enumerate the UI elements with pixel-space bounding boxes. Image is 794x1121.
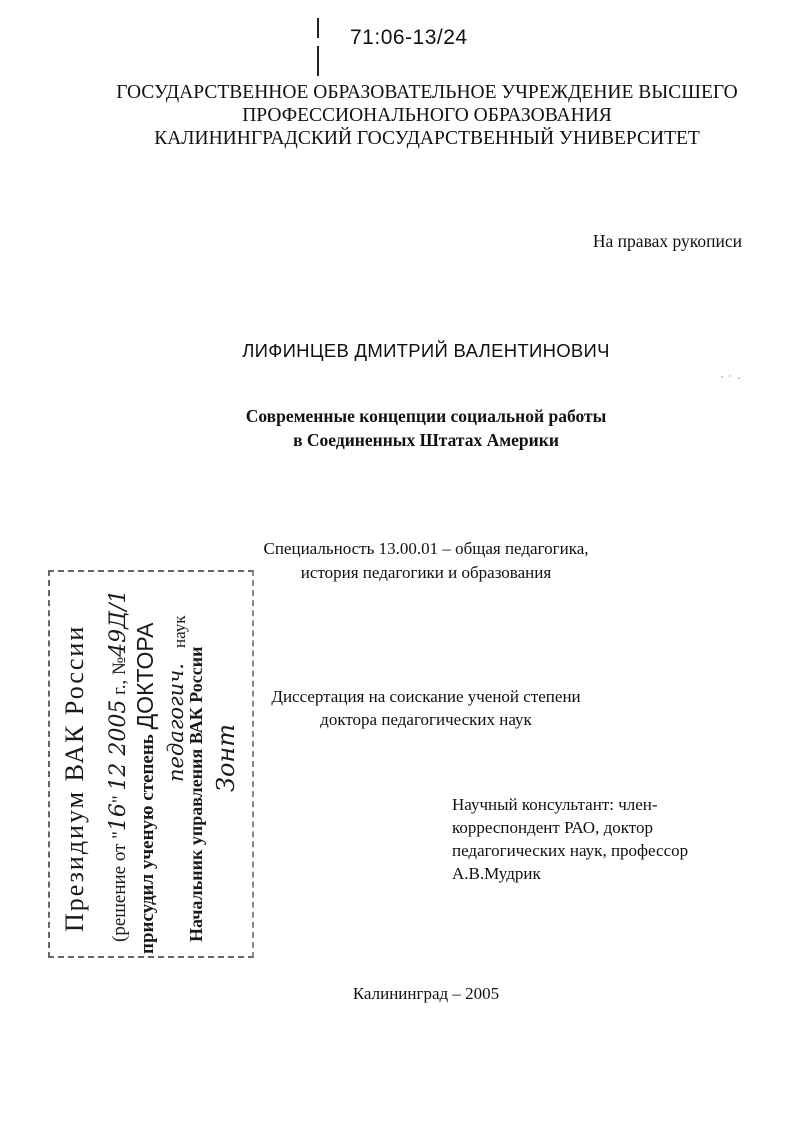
stamp-awarded-prefix: присудил ученую степень xyxy=(137,729,158,954)
stamp-line-field-suffix: наук xyxy=(170,615,189,648)
stamp-line-head: Начальник управления ВАК России xyxy=(186,646,206,942)
stamp-decision-no: г., № xyxy=(109,656,130,700)
stamp-line-decision xyxy=(106,590,131,942)
institution-line-3: КАЛИНИНГРАДСКИЙ ГОСУДАРСТВЕННЫЙ УНИВЕРСИТЕТ xyxy=(154,128,700,149)
advisor-line-3: педагогических наук, профессор xyxy=(452,841,689,860)
title-line-1: Современные концепции социальной работы xyxy=(245,406,607,426)
stamp-number-handwritten: 49Д/1 xyxy=(106,589,131,657)
degree-line-1: Диссертация на соискание ученой степени xyxy=(271,687,581,706)
vak-stamp xyxy=(48,570,254,958)
stamp-line-awarded xyxy=(132,622,159,954)
title-line-2: в Соединенных Штатах Америки xyxy=(293,430,559,450)
author-name: ЛИФИНЦЕВ ДМИТРИЙ ВАЛЕНТИНОВИЧ xyxy=(242,340,610,361)
stamp-signature: Зонт xyxy=(212,724,240,792)
degree-statement xyxy=(256,685,596,731)
margin-marks xyxy=(317,18,319,76)
manuscript-note: На правах рукописи xyxy=(592,231,742,251)
stamp-day-handwritten: 16 xyxy=(106,803,131,832)
advisor-line-1: Научный консультант: член- xyxy=(452,795,658,814)
institution-line-1: ГОСУДАРСТВЕННОЕ ОБРАЗОВАТЕЛЬНОЕ УЧРЕЖДЕНИЕ ВЫСШЕГО xyxy=(116,82,738,103)
institution-line-2: ПРОФЕССИОНАЛЬНОГО ОБРАЗОВАНИЯ xyxy=(242,105,612,126)
scan-speck-icon xyxy=(720,372,742,382)
stamp-decision-prefix: (решение от " xyxy=(109,831,130,942)
city-year: Калининград – 2005 xyxy=(352,984,500,1003)
advisor-line-4: А.В.Мудрик xyxy=(452,864,541,883)
registry-code: 71:06-13/24 xyxy=(350,26,468,49)
stamp-field-handwritten: педагогич. xyxy=(164,663,188,782)
stamp-decision-mid: " xyxy=(109,790,130,804)
specialty-line-1: Специальность 13.00.01 – общая педагогика, xyxy=(263,539,589,558)
scientific-advisor xyxy=(452,793,688,885)
specialty-line-2: история педагогики и образования xyxy=(300,563,552,582)
degree-line-2: доктора педагогических наук xyxy=(320,710,532,729)
stamp-line-presidium: Президиум ВАК России xyxy=(60,624,89,932)
stamp-degree-word: ДОКТОРА xyxy=(132,622,158,730)
advisor-line-2: корреспондент РАО, доктор xyxy=(452,818,653,837)
dissertation-title xyxy=(0,404,794,452)
stamp-date-handwritten: 12 2005 xyxy=(106,699,131,791)
